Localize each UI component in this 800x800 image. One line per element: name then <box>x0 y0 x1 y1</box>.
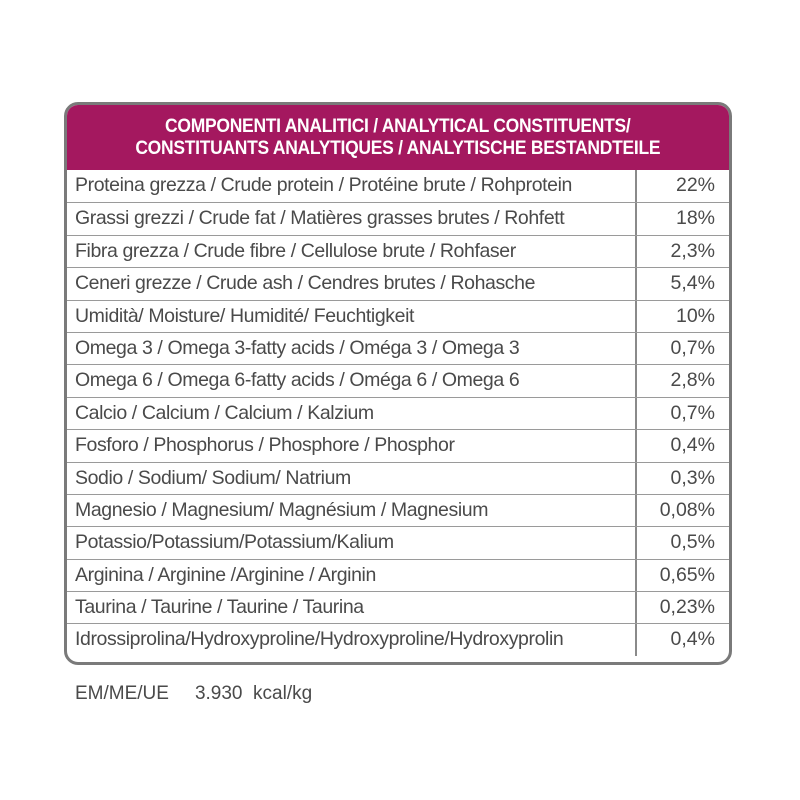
energy-label: EM/ME/UE <box>75 683 169 704</box>
constituent-value: 0,4% <box>670 434 715 457</box>
constituent-value: 5,4% <box>670 272 715 295</box>
header-line-1: COMPONENTI ANALITICI / ANALYTICAL CONSTITUENTS/ <box>165 115 631 137</box>
table-body <box>67 170 729 656</box>
constituent-name: Sodio / Sodium/ Sodium/ Natrium <box>67 463 637 494</box>
constituent-value: 0,7% <box>670 401 715 424</box>
constituent-name: Taurina / Taurine / Taurine / Taurina <box>67 592 637 623</box>
constituent-value: 0,3% <box>670 466 715 489</box>
table-row <box>67 494 729 526</box>
table-row <box>67 559 729 591</box>
constituent-name: Proteina grezza / Crude protein / Protéine brute / Rohprotein <box>67 170 637 202</box>
table-row <box>67 235 729 267</box>
constituent-name: Umidità/ Moisture/ Humidité/ Feuchtigkeit <box>67 301 637 332</box>
constituent-value: 0,08% <box>659 498 715 521</box>
constituent-value: 0,5% <box>670 531 715 554</box>
table-header <box>67 105 729 170</box>
constituent-value: 2,3% <box>670 239 715 262</box>
constituent-value: 0,7% <box>670 336 715 359</box>
constituent-name: Ceneri grezze / Crude ash / Cendres brutes / Rohasche <box>67 268 637 299</box>
constituent-name: Omega 6 / Omega 6-fatty acids / Oméga 6 / Omega 6 <box>67 365 637 396</box>
constituent-name: Fibra grezza / Crude fibre / Cellulose brute / Rohfaser <box>67 236 637 267</box>
table-row <box>67 623 729 655</box>
constituent-value: 0,65% <box>659 563 715 586</box>
constituent-value: 0,23% <box>659 596 715 619</box>
table-row <box>67 267 729 299</box>
table-row <box>67 591 729 623</box>
constituent-name: Grassi grezzi / Crude fat / Matières grasses brutes / Rohfett <box>67 203 637 234</box>
energy-value: 3.930 kcal/kg <box>194 683 313 704</box>
constituent-name: Calcio / Calcium / Calcium / Kalzium <box>67 398 637 429</box>
table-row <box>67 462 729 494</box>
table-row <box>67 364 729 396</box>
constituent-value: 0,4% <box>670 628 715 651</box>
constituent-value: 18% <box>675 207 715 230</box>
table-row <box>67 429 729 461</box>
table-row <box>67 170 729 202</box>
constituent-value: 22% <box>675 174 715 196</box>
header-line-2: CONSTITUANTS ANALYTIQUES / ANALYTISCHE BESTANDTEILE <box>135 137 661 159</box>
table-row <box>67 397 729 429</box>
table-row <box>67 526 729 558</box>
energy-info <box>75 683 312 705</box>
constituent-name: Idrossiprolina/Hydroxyproline/Hydroxyproline/Hydroxyprolin <box>67 624 637 655</box>
constituent-name: Fosforo / Phosphorus / Phosphore / Phosphor <box>67 430 637 461</box>
constituent-name: Omega 3 / Omega 3-fatty acids / Oméga 3 / Omega 3 <box>67 333 637 364</box>
table-row <box>67 300 729 332</box>
table-row <box>67 202 729 234</box>
constituent-value: 10% <box>675 304 715 327</box>
constituent-name: Arginina / Arginine /Arginine / Arginin <box>67 560 637 591</box>
constituent-name: Magnesio / Magnesium/ Magnésium / Magnesium <box>67 495 637 526</box>
constituent-name: Potassio/Potassium/Potassium/Kalium <box>67 527 637 558</box>
table-row <box>67 332 729 364</box>
constituent-value: 2,8% <box>670 369 715 392</box>
analytical-constituents-table <box>64 102 732 665</box>
